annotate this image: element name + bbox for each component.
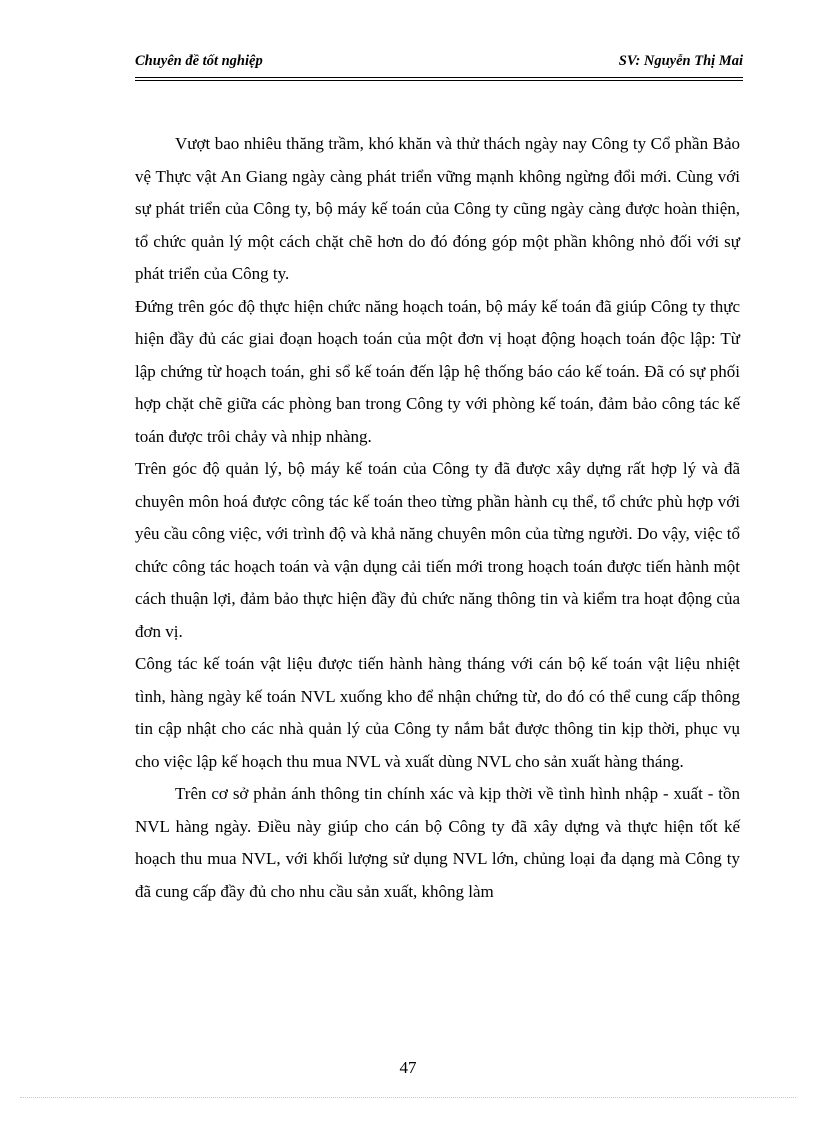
header-student-name: SV: Nguyễn Thị Mai xyxy=(618,53,743,69)
paragraph-4: Công tác kế toán vật liệu được tiến hành hàng tháng với cán bộ kế toán vật liệu nhiệt tình, hàng ngày kế toán NVL xuống kho để nhận chứng từ, do đó có thể cung cấp thông tin cập nhật cho các nhà quản lý của Công ty nắm bắt được thông tin kịp thời, phục vụ cho việc lập kế hoạch thu mua NVL và xuất dùng NVL cho sản xuất hàng tháng. xyxy=(135,654,740,771)
header-divider xyxy=(135,80,743,81)
document-body xyxy=(135,128,740,908)
paragraph-1: Vượt bao nhiêu thăng trầm, khó khăn và thử thách ngày nay Công ty Cổ phần Bảo vệ Thực vật An Giang ngày càng phát triển vững mạnh không ngừng đổi mới. Cùng với sự phát triển của Công ty, bộ máy kế toán của Công ty cũng ngày càng được hoàn thiện, tổ chức quản lý một cách chặt chẽ hơn do đó đóng góp một phần không nhỏ đối với sự phát triển của Công ty. xyxy=(135,134,740,283)
page-header xyxy=(135,53,743,78)
paragraph-5: Trên cơ sở phản ánh thông tin chính xác và kịp thời về tình hình nhập - xuất - tồn NVL hàng ngày. Điều này giúp cho cán bộ Công ty đã xây dựng và thực hiện tốt kế hoạch thu mua NVL, với khối lượng sử dụng NVL lớn, chủng loại đa dạng mà Công ty đã cung cấp đầy đủ cho nhu cầu sản xuất, không làm xyxy=(135,784,740,901)
paragraph-2: Đứng trên góc độ thực hiện chức năng hoạch toán, bộ máy kế toán đã giúp Công ty thực hiện đầy đủ các giai đoạn hoạch toán của một đơn vị hoạt động hoạch toán độc lập: Từ lập chứng từ hoạch toán, ghi sổ kế toán đến lập hệ thống báo cáo kế toán. Đã có sự phối hợp chặt chẽ giữa các phòng ban trong Công ty với phòng kế toán, đảm bảo công tác kế toán được trôi chảy và nhịp nhàng. xyxy=(135,296,740,446)
page-number: 47 xyxy=(399,1058,417,1077)
page-break-marker xyxy=(20,1097,796,1098)
paragraph-3: Trên góc độ quản lý, bộ máy kế toán của Công ty đã được xây dựng rất hợp lý và đã chuyên môn hoá được công tác kế toán theo từng phần hành cụ thể, tổ chức phù hợp với yêu cầu công việc, với trình độ và khả năng chuyên môn của từng người. Do vậy, việc tổ chức công tác hoạch toán và vận dụng cải tiến mới trong hoạch toán được tiến hành một cách thuận lợi, đảm bảo thực hiện đầy đủ chức năng thông tin và kiểm tra hoạt động của đơn vị. xyxy=(135,459,740,641)
header-document-title: Chuyên đề tốt nghiệp xyxy=(135,53,263,69)
